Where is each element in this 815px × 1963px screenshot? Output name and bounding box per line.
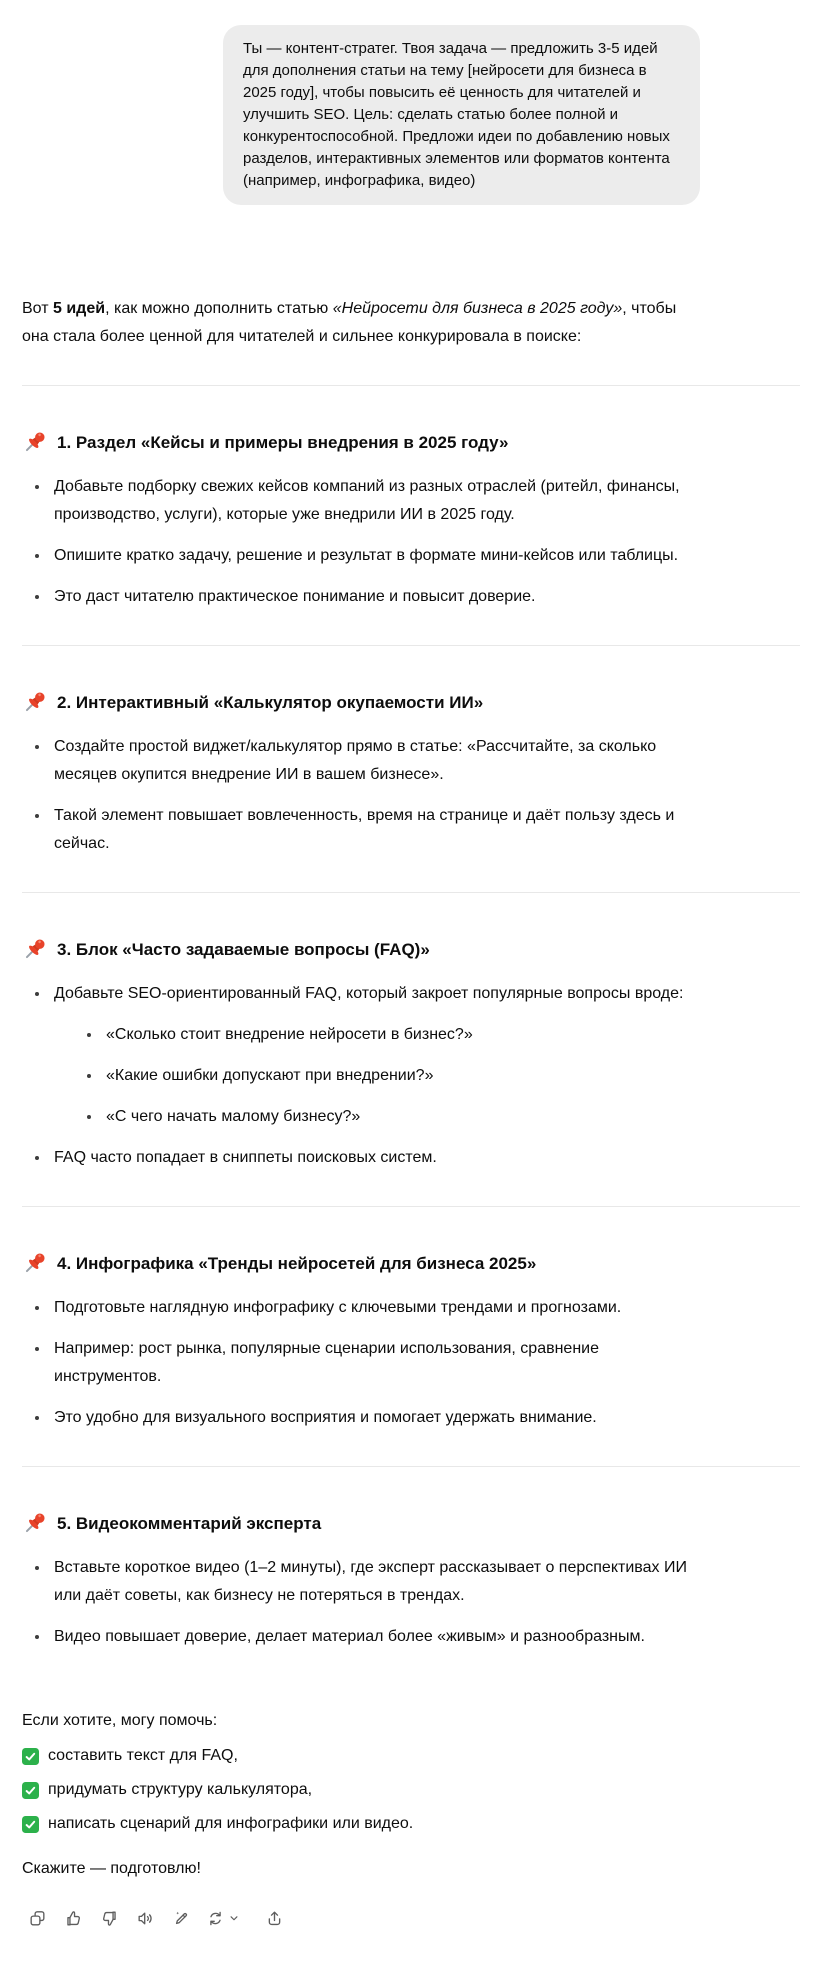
section-divider [22, 1206, 800, 1207]
section-title [22, 690, 722, 716]
assistant-outro [22, 1707, 694, 1883]
pushpin-icon [22, 689, 48, 715]
list-item: • Вставьте короткое видео (1–2 минуты), где эксперт рассказывает о перспективах ИИ или даёт советы, как бизнесу не потеряться в трендах. [50, 1553, 695, 1610]
section-title-text: 5. Видеокомментарий эксперта [57, 1514, 322, 1533]
intro-bold: 5 идей [53, 300, 106, 317]
list-item: • Подготовьте наглядную инфографику с ключевыми трендами и прогнозами. [50, 1293, 695, 1322]
list-item: • Опишите кратко задачу, решение и результат в формате мини-кейсов или таблицы. [50, 541, 695, 570]
checkmark-icon [22, 1816, 39, 1833]
regenerate-button[interactable] [202, 1903, 245, 1933]
section-title [22, 1251, 722, 1277]
copy-button[interactable] [22, 1903, 52, 1933]
section-bullet-list [22, 1293, 695, 1432]
section-title-text: 4. Инфографика «Тренды нейросетей для бизнеса 2025» [57, 1254, 537, 1273]
read-aloud-button[interactable] [130, 1903, 160, 1933]
checklist-item [22, 1777, 694, 1803]
intro-suffix: , чтобы она стала более ценной для читателей и сильнее конкурировала в поиске: [22, 300, 677, 345]
intro-article-title: «Нейросети для бизнеса в 2025 году» [332, 300, 623, 317]
section-bullet-list [22, 732, 695, 858]
edit-button[interactable] [166, 1903, 196, 1933]
checklist-item [22, 1811, 694, 1837]
checklist-item-text: написать сценарий для инфографики или видео. [48, 1815, 414, 1832]
assistant-message [22, 295, 800, 1933]
section-divider [22, 645, 800, 646]
chevron-down-icon [227, 1911, 241, 1925]
user-message-text: Ты — контент-стратег. Твоя задача — предложить 3-5 идей для дополнения статьи на тему [нейросети для бизнеса в 2025 году], чтобы повысить её ценность для читателей и улучшить SEO. Цель: сделать статью более полной и конкурентоспособной. Предложи идеи по добавлению новых разделов, интерактивных элементов или форматов контента (например, инфографика, видео) [243, 40, 670, 189]
section-divider [22, 1466, 800, 1467]
upload-icon [265, 1909, 284, 1928]
section-divider [22, 892, 800, 893]
list-item: • FAQ часто попадает в сниппеты поисковых систем. [50, 1143, 695, 1172]
section-title-text: 3. Блок «Часто задаваемые вопросы (FAQ)» [57, 940, 430, 959]
intro-prefix: Вот [22, 300, 53, 317]
section-bullet-list [22, 1553, 695, 1651]
pushpin-icon [22, 429, 48, 455]
outro-lead: Если хотите, могу помочь: [22, 1712, 218, 1729]
user-message-row [22, 25, 700, 205]
pushpin-icon [22, 1510, 48, 1536]
list-item: • Добавьте подборку свежих кейсов компаний из разных отраслей (ритейл, финансы, производство, услуги), которые уже внедрили ИИ в 2025 году. [50, 472, 695, 529]
assistant-intro [22, 295, 694, 351]
list-item: • Это даст читателю практическое понимание и повысит доверие. [50, 582, 695, 611]
checkmark-icon [22, 1782, 39, 1799]
list-item: • Создайте простой виджет/калькулятор прямо в статье: «Рассчитайте, за сколько месяцев окупится внедрение ИИ в вашем бизнесе». [50, 732, 695, 789]
list-item: • Добавьте SEO-ориентированный FAQ, который закроет популярные вопросы вроде: • «Сколько стоит внедрение нейросети в бизнес?» • «Какие ошибки допускают при внедрении?» • «С чего начать малому бизнесу?» [50, 979, 695, 1131]
nested-list-item: • «С чего начать малому бизнесу?» [102, 1102, 695, 1131]
checkmark-icon [22, 1748, 39, 1765]
list-item: • Это удобно для визуального восприятия и помогает удержать внимание. [50, 1403, 695, 1432]
pushpin-icon [22, 1250, 48, 1276]
share-button[interactable] [259, 1903, 289, 1933]
section-title-text: 2. Интерактивный «Калькулятор окупаемости ИИ» [57, 693, 484, 712]
section-title [22, 1511, 722, 1537]
section-title-text: 1. Раздел «Кейсы и примеры внедрения в 2025 году» [57, 433, 509, 452]
list-item: • Например: рост рынка, популярные сценарии использования, сравнение инструментов. [50, 1334, 695, 1391]
thumbs-up-icon [64, 1909, 83, 1928]
section-title [22, 937, 722, 963]
checklist-item [22, 1743, 694, 1769]
user-message-bubble [223, 25, 700, 205]
nested-list-item: • «Какие ошибки допускают при внедрении?» [102, 1061, 695, 1090]
checklist-item-text: придумать структуру калькулятора, [48, 1781, 313, 1798]
nested-bullet-list [54, 1020, 695, 1131]
checklist-item-text: составить текст для FAQ, [48, 1747, 238, 1764]
sections [22, 385, 800, 1651]
pushpin-icon [22, 936, 48, 962]
thumbs-up-button[interactable] [58, 1903, 88, 1933]
section-bullet-list [22, 979, 695, 1172]
pencil-sparkle-icon [172, 1909, 191, 1928]
outro-closing: Скажите — подготовлю! [22, 1860, 201, 1877]
thumbs-down-button[interactable] [94, 1903, 124, 1933]
list-item: • Такой элемент повышает вовлеченность, время на странице и даёт пользу здесь и сейчас. [50, 801, 695, 858]
copy-icon [28, 1909, 47, 1928]
nested-list-item: • «Сколько стоит внедрение нейросети в бизнес?» [102, 1020, 695, 1049]
message-toolbar [22, 1903, 800, 1933]
section-divider [22, 385, 800, 386]
refresh-icon [206, 1909, 225, 1928]
outro-checklist [22, 1743, 694, 1837]
list-item: • Видео повышает доверие, делает материал более «живым» и разнообразным. [50, 1622, 695, 1651]
section-bullet-list [22, 472, 695, 611]
section-title [22, 430, 722, 456]
intro-middle: , как можно дополнить статью [105, 300, 333, 317]
thumbs-down-icon [100, 1909, 119, 1928]
speaker-icon [136, 1909, 155, 1928]
